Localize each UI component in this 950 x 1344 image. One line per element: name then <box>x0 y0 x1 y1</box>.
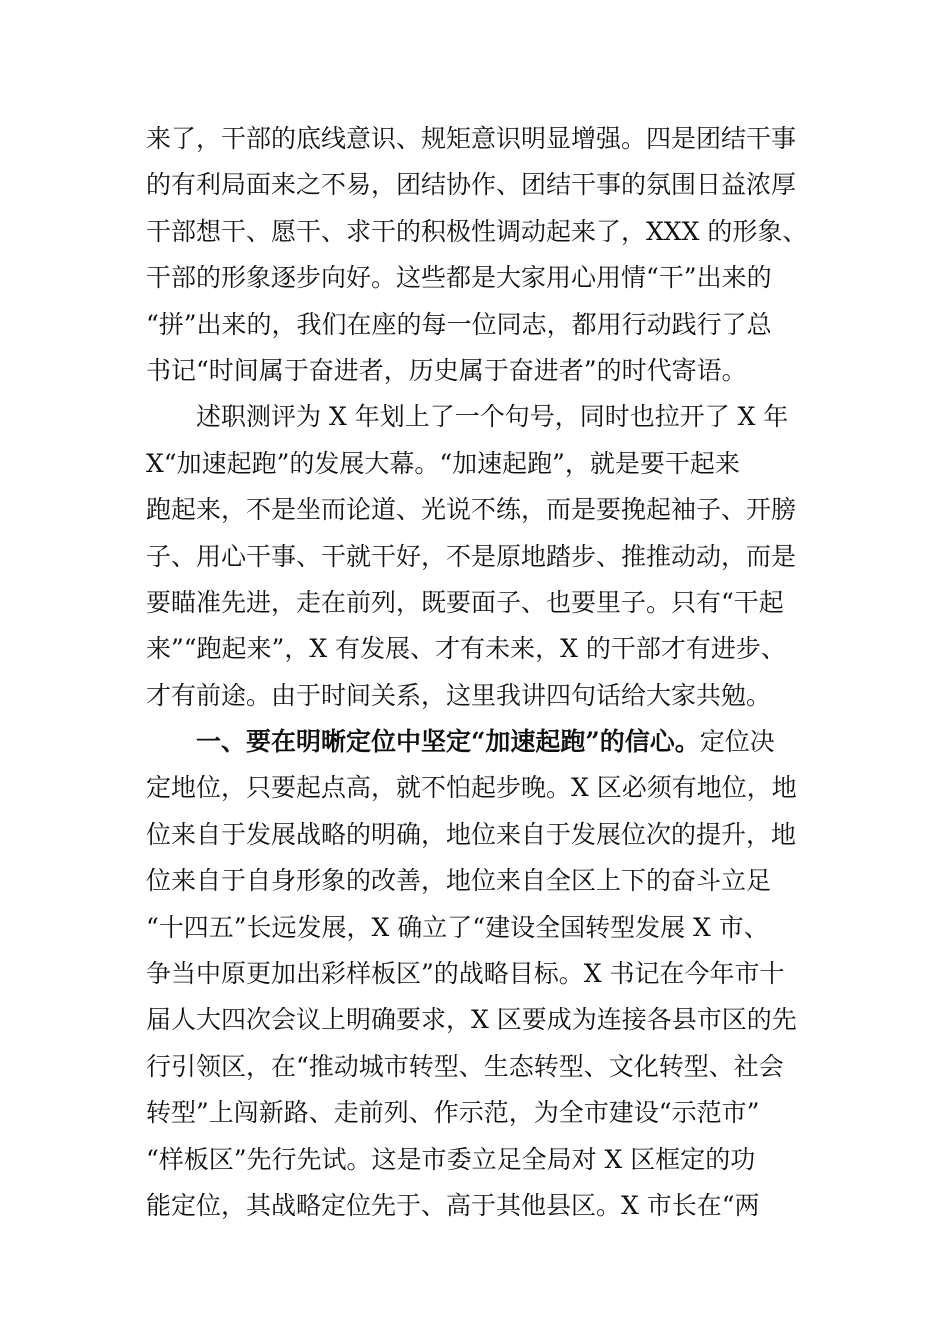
text-line-3: 干部想干、愿干、求干的积极性调动起来了，XXX 的形象、 <box>146 216 808 246</box>
text-line-11: 要瞄准先进，走在前列，既要面子、也要里子。只有“干起 <box>146 587 784 617</box>
text-line-8: X“加速起跑”的发展大幕。“加速起跑”，就是要干起来 <box>146 448 740 478</box>
text-line-2: 的有利局面来之不易，团结协作、团结干事的氛围日益浓厚 <box>146 170 797 200</box>
text-line-16: 位来自于发展战略的明确，地位来自于发展位次的提升，地 <box>146 819 797 849</box>
section-heading-line <box>146 719 816 765</box>
text-line-18: “十四五”长远发展，X 确立了“建设全国转型发展 X 市、 <box>146 912 769 942</box>
section-heading: 一、要在明晰定位中坚定“加速起跑”的信心。 <box>196 727 700 757</box>
text-line-5: “拼”出来的，我们在座的每一位同志，都用行动践行了总 <box>146 309 772 339</box>
text-line-1: 来了，干部的底线意识、规矩意识明显增强。四是团结干事 <box>146 124 797 153</box>
text-line-22: 转型”上闯新路、走前列、作示范，为全市建设“示范市” <box>146 1098 760 1128</box>
text-line-15: 定地位，只要起点高，就不怕起步晚。X 区必须有地位，地 <box>146 773 797 803</box>
text-line-17: 位来自于自身形象的改善，地位来自全区上下的奋斗立足 <box>146 866 772 896</box>
text-line-23: “样板区”先行先试。这是市委立足全局对 X 区框定的功 <box>146 1144 756 1174</box>
text-line-7: 述职测评为 X 年划上了一个句号，同时也拉开了 X 年 <box>196 402 789 432</box>
text-line-14: 定位决 <box>699 727 775 757</box>
text-line-21: 行引领区，在“推动城市转型、生态转型、文化转型、社会 <box>146 1051 784 1081</box>
text-line-19: 争当中原更加出彩样板区”的战略目标。X 书记在今年市十 <box>146 959 785 989</box>
text-line-10: 子、用心干事、干就干好，不是原地踏步、推推动动，而是 <box>146 541 797 571</box>
text-line-9: 跑起来，不是坐而论道、光说不练，而是要挽起袖子、开膀 <box>146 495 797 525</box>
text-line-4: 干部的形象逐步向好。这些都是大家用心用情“干”出来的 <box>146 263 772 293</box>
text-line-24: 能定位，其战略定位先于、高于其他县区。X 市长在“两 <box>146 1190 760 1220</box>
text-line-20: 届人大四次会议上明确要求，X 区要成为连接各县市区的先 <box>146 1005 797 1035</box>
document-body <box>146 116 816 1229</box>
text-line-6: 书记“时间属于奋进者，历史属于奋进者”的时代寄语。 <box>146 355 747 385</box>
text-line-13: 才有前途。由于时间关系，这里我讲四句话给大家共勉。 <box>146 680 772 710</box>
text-line-12: 来”“跑起来”，X 有发展、才有未来，X 的干部才有进步、 <box>146 634 786 664</box>
